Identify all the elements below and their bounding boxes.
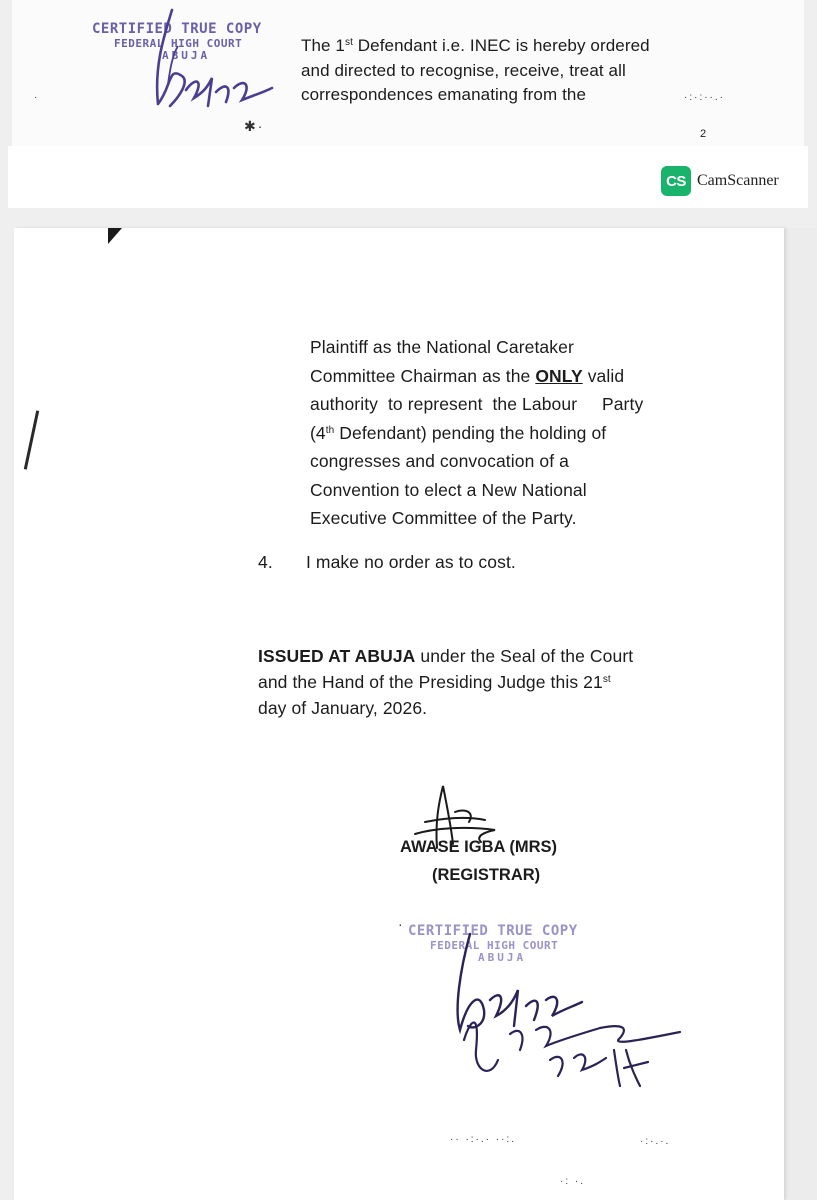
emphasis-only: ONLY: [535, 365, 583, 386]
paragraph-line: (4th Defendant) pending the holding of: [310, 422, 607, 443]
paragraph-line: Executive Committee of the Party.: [310, 508, 577, 528]
scan-speckle: ·: [398, 916, 405, 932]
scan-speckle: ·:·.·.: [640, 1136, 671, 1147]
issued-clause: ISSUED AT ABUJA under the Seal of the Court and the Hand of the Presiding Judge this 21st day of January, 2026.: [258, 646, 634, 718]
order-line-1: The 1st Defendant i.e. INEC is hereby ordered: [301, 36, 650, 55]
certified-true-copy-stamp: CERTIFIED TRUE COPY FEDERAL HIGH COURT ABUJA: [408, 923, 578, 964]
scan-speckle: ·:·:··.·: [684, 92, 725, 103]
item-number: 4.: [258, 552, 273, 572]
camscanner-logo-icon: CS: [661, 166, 691, 196]
certified-true-copy-stamp: CERTIFIED TRUE COPY FEDERAL HIGH COURT ABUJA: [92, 21, 262, 62]
registrar-title: (REGISTRAR): [432, 866, 541, 884]
scan-speckle: ✱·: [244, 118, 265, 134]
order-item-4: [258, 550, 516, 575]
scan-speckle: ·: [34, 92, 40, 103]
scan-speckle: ·· ·:·.· ··:.: [450, 1134, 516, 1145]
item-text: I make no order as to cost.: [306, 552, 516, 572]
page-edge-shadow: [784, 228, 817, 1200]
order-paragraph: [310, 333, 680, 533]
paragraph-line: authority to represent the Labour Party: [310, 394, 644, 414]
camscanner-label: CamScanner: [697, 172, 779, 189]
certification-signature: [450, 930, 680, 1090]
scan-corner-mark: [108, 228, 122, 244]
paragraph-line: Plaintiff as the National Caretaker: [310, 337, 574, 357]
court-signature-mark: [142, 6, 292, 116]
previous-page-fragment: [12, 0, 804, 147]
paragraph-line: congresses and convocation of a: [310, 451, 569, 471]
camscanner-watermark: [661, 166, 779, 196]
registrar-block: [400, 833, 557, 889]
order-line-3: correspondences emanating from the: [301, 85, 587, 104]
scan-speckle: ·: ·.: [560, 1176, 585, 1187]
order-line-2: and directed to recognise, receive, treat all: [301, 60, 626, 80]
issued-at-label: ISSUED AT ABUJA: [258, 646, 416, 666]
registrar-name: AWASE IGBA (MRS): [400, 838, 558, 856]
paragraph-line: Convention to elect a New National: [310, 479, 587, 500]
page-number: 2: [700, 128, 707, 140]
paragraph-line: Committee Chairman as the ONLY valid: [310, 365, 625, 386]
